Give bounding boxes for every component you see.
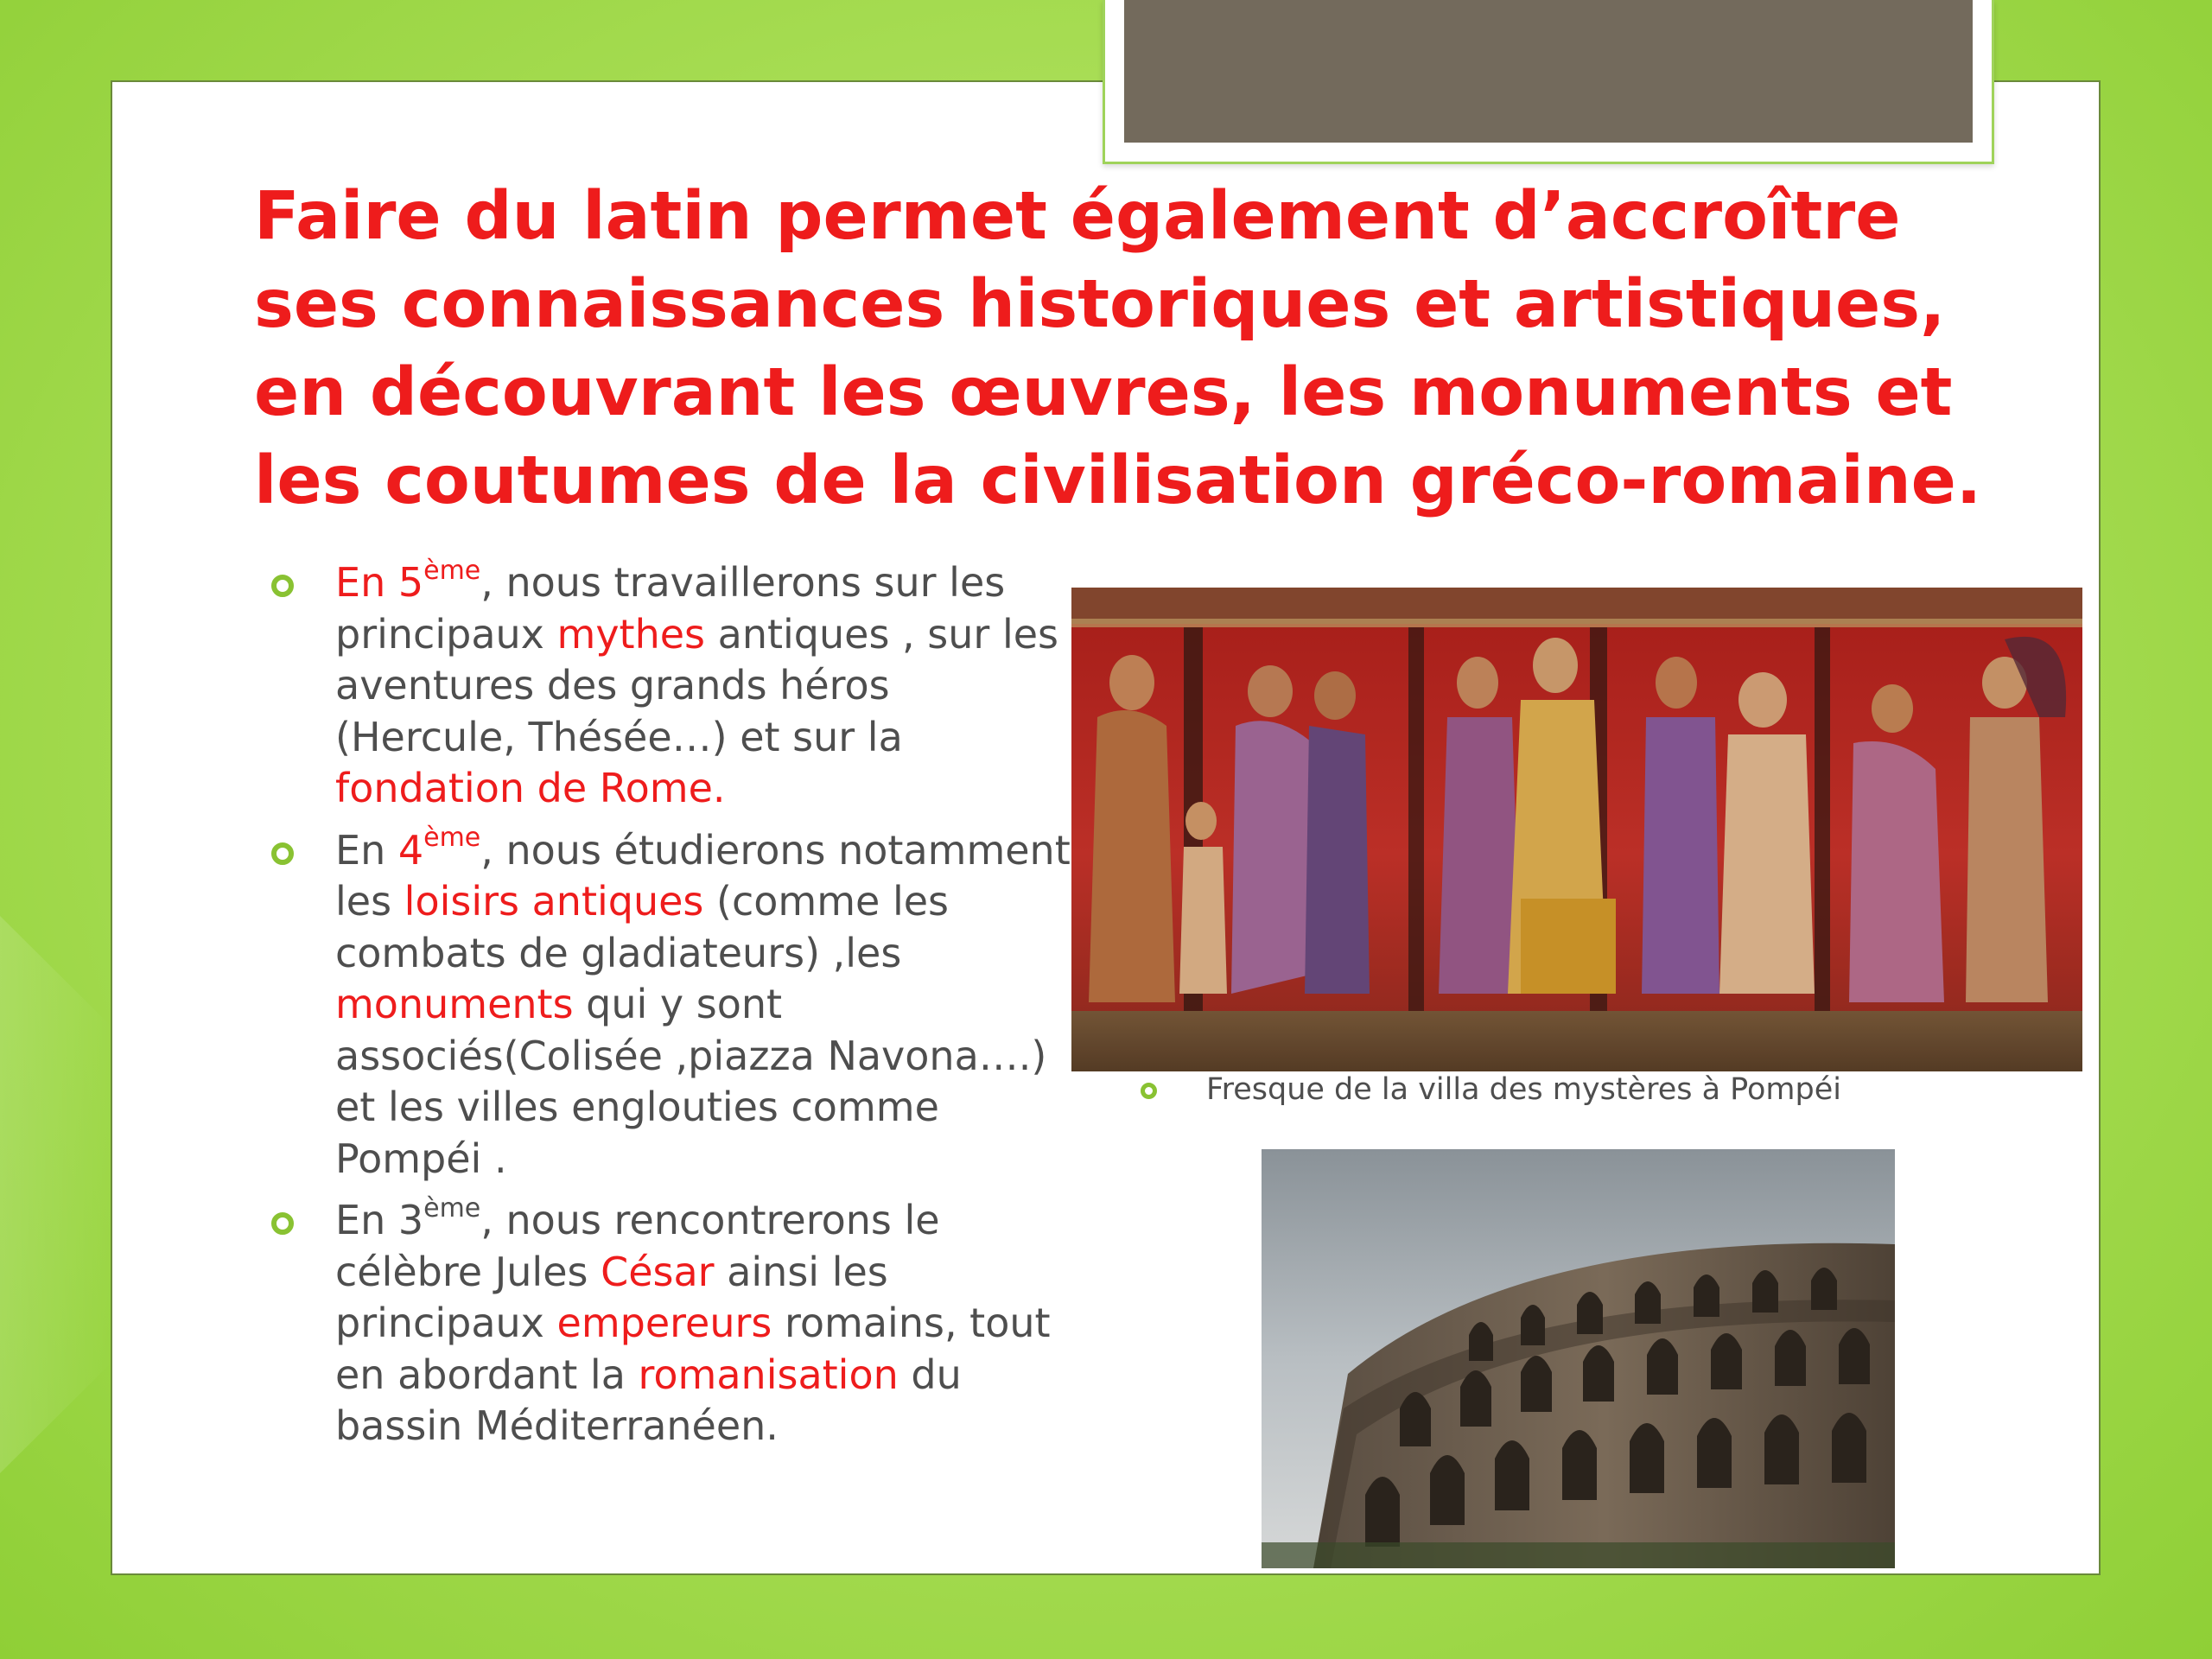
image-caption: Fresque de la villa des mystères à Pompéi bbox=[1206, 1072, 1841, 1107]
grade-label: En 5ème bbox=[335, 555, 481, 606]
keyword: loisirs antiques bbox=[404, 878, 704, 925]
grade-label: 3ème bbox=[397, 1192, 481, 1243]
slide-title: Faire du latin permet également d’accroître ses connaissances historiques et artistiques, en découvrant les œuvres, les monuments et les coutumes de la civilisation gréco-romaine. bbox=[254, 178, 1982, 519]
bullet-text: , nous étudierons notamment les bbox=[335, 826, 1071, 925]
bullet-text: antiques , sur les aventures des grands héros (Hercule, Thésée…) et sur la bbox=[335, 610, 1058, 760]
bullet-ring-icon bbox=[271, 575, 294, 597]
bullet-item-5eme bbox=[259, 557, 1080, 815]
keyword: fondation de Rome. bbox=[335, 765, 726, 811]
keyword: empereurs bbox=[556, 1300, 772, 1346]
keyword: César bbox=[601, 1248, 715, 1295]
title-tab-fill bbox=[1124, 0, 1973, 143]
bullet-text: qui y sont associés(Colisée ,piazza Navona….) et les villes englouties comme Pompéi . bbox=[335, 981, 1047, 1182]
bullet-ring-icon bbox=[271, 1212, 294, 1235]
keyword: mythes bbox=[556, 610, 706, 658]
keyword: monuments bbox=[335, 981, 574, 1027]
bullet-list bbox=[259, 557, 1080, 1463]
bullet-text: (comme les combats de gladiateurs) ,les bbox=[335, 878, 949, 976]
fresco-image bbox=[1071, 588, 2082, 1071]
bullet-item-4eme bbox=[259, 825, 1080, 1185]
background-decoration bbox=[0, 916, 112, 1659]
bullet-ring-icon bbox=[271, 842, 294, 865]
colosseum-image bbox=[1262, 1149, 1895, 1568]
title-tab-decoration bbox=[1103, 0, 1994, 164]
bullet-text: En bbox=[335, 826, 398, 874]
bullet-text: En bbox=[335, 1197, 398, 1243]
bullet-ring-icon bbox=[1141, 1083, 1157, 1099]
grade-label: 4ème bbox=[397, 823, 481, 874]
bullet-text: romains, tout en abordant la bbox=[335, 1300, 1051, 1398]
keyword: romanisation bbox=[638, 1351, 899, 1398]
bullet-text: , nous travaillerons sur les principaux bbox=[335, 559, 1006, 658]
bullet-text: ainsi les principaux bbox=[335, 1248, 888, 1346]
bullet-text: du bassin Méditerranéen. bbox=[335, 1351, 962, 1449]
image-caption-row bbox=[1141, 1068, 2091, 1111]
bullet-item-3eme bbox=[259, 1192, 1080, 1452]
bullet-text: , nous rencontrerons le célèbre Jules bbox=[335, 1197, 940, 1295]
